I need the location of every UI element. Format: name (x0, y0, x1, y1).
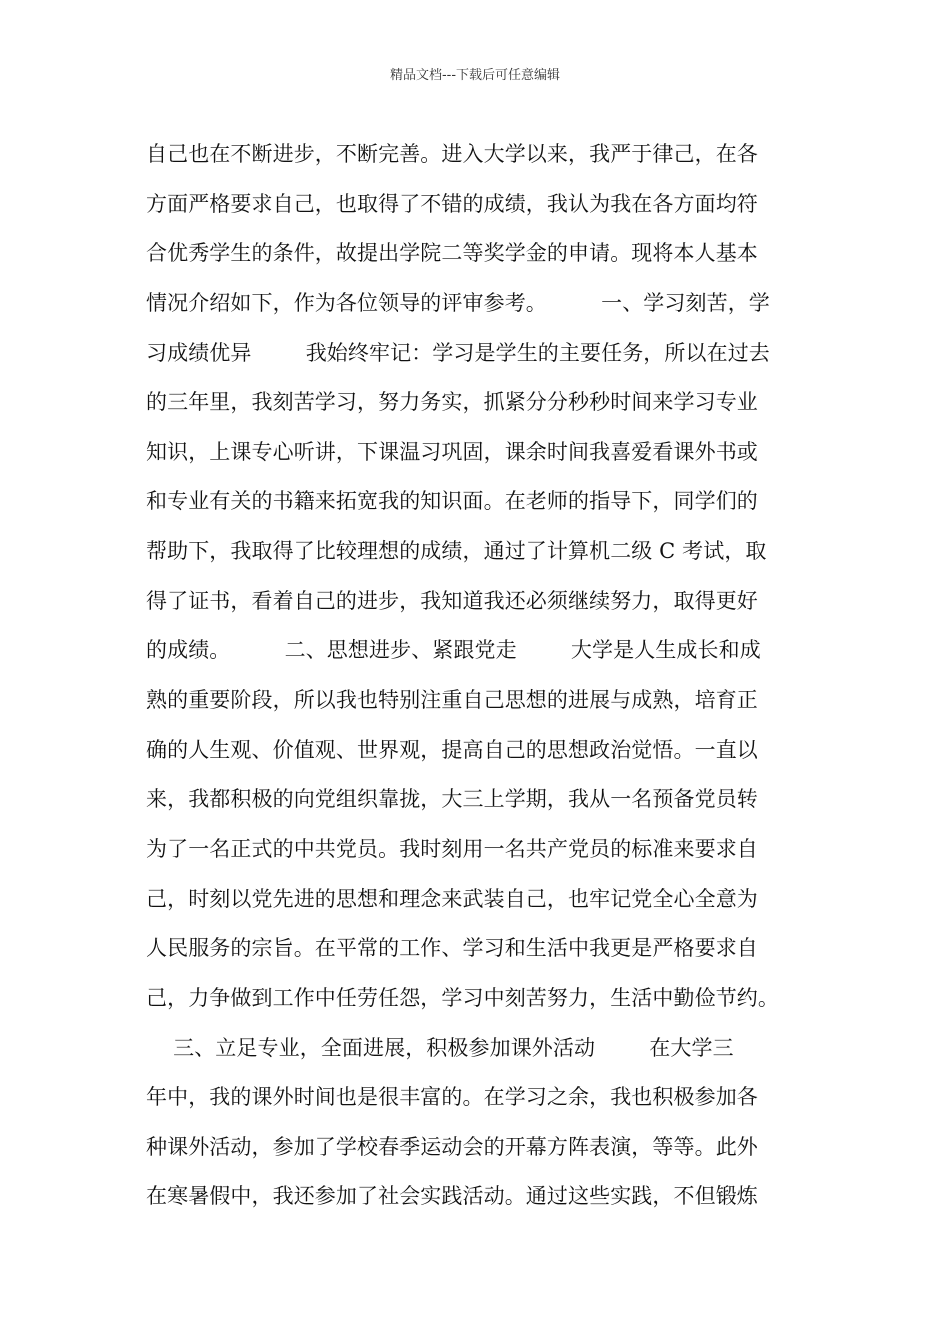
text-line: 和专业有关的书籍来拓宽我的知识面。在老师的指导下，同学们的 (146, 489, 758, 514)
text-line: 方面严格要求自己，也取得了不错的成绩，我认为我在各方面均符 (146, 191, 758, 216)
text-line: 三、立足专业，全面进展，积极参加课外活动 在大学三 (146, 1035, 734, 1060)
text-line: 得了证书，看着自己的进步，我知道我还必须继续努力，取得更好 (146, 588, 758, 613)
text-line: 习成绩优异 我始终牢记：学习是学生的主要任务，所以在过去 (146, 340, 770, 365)
text-line: 熟的重要阶段，所以我也特别注重自己思想的进展与成熟，培育正 (146, 688, 758, 713)
text-line: 年中，我的课外时间也是很丰富的。在学习之余，我也积极参加各 (146, 1085, 758, 1110)
document-body (146, 130, 816, 1222)
text-line: 为了一名正式的中共党员。我时刻用一名共产党员的标准来要求自 (146, 836, 758, 861)
text-line: 人民服务的宗旨。在平常的工作、学习和生活中我更是严格要求自 (146, 936, 758, 961)
text-line: 在寒暑假中，我还参加了社会实践活动。通过这些实践，不但锻炼 (146, 1184, 758, 1209)
text-line: 己，力争做到工作中任劳任怨，学习中刻苦努力，生活中勤俭节约。 (146, 985, 779, 1010)
text-line: 的三年里，我刻苦学习，努力务实，抓紧分分秒秒时间来学习专业 (146, 390, 758, 415)
text-line: 帮助下，我取得了比较理想的成绩，通过了计算机二级 C 考试，取 (146, 539, 767, 564)
text-line: 自己也在不断进步，不断完善。进入大学以来，我严于律己，在各 (146, 142, 758, 166)
text-line: 己，时刻以党先进的思想和理念来武装自己，也牢记党全心全意为 (146, 886, 758, 911)
text-line: 种课外活动，参加了学校春季运动会的开幕方阵表演，等等。此外 (146, 1134, 758, 1159)
text-line: 的成绩。 二、思想进步、紧跟党走 大学是人生成长和成 (146, 638, 761, 663)
text-line: 来，我都积极的向党组织靠拢，大三上学期，我从一名预备党员转 (146, 787, 758, 812)
text-line: 情况介绍如下，作为各位领导的评审参考。 一、学习刻苦，学 (146, 290, 770, 315)
text-line: 知识，上课专心听讲，下课温习巩固，课余时间我喜爱看课外书或 (146, 439, 758, 464)
text-line: 确的人生观、价值观、世界观，提高自己的思想政治觉悟。一直以 (146, 737, 758, 762)
text-line: 合优秀学生的条件，故提出学院二等奖学金的申请。现将本人基本 (146, 241, 758, 266)
page-header: 精品文档---下载后可任意编辑 (389, 68, 561, 83)
